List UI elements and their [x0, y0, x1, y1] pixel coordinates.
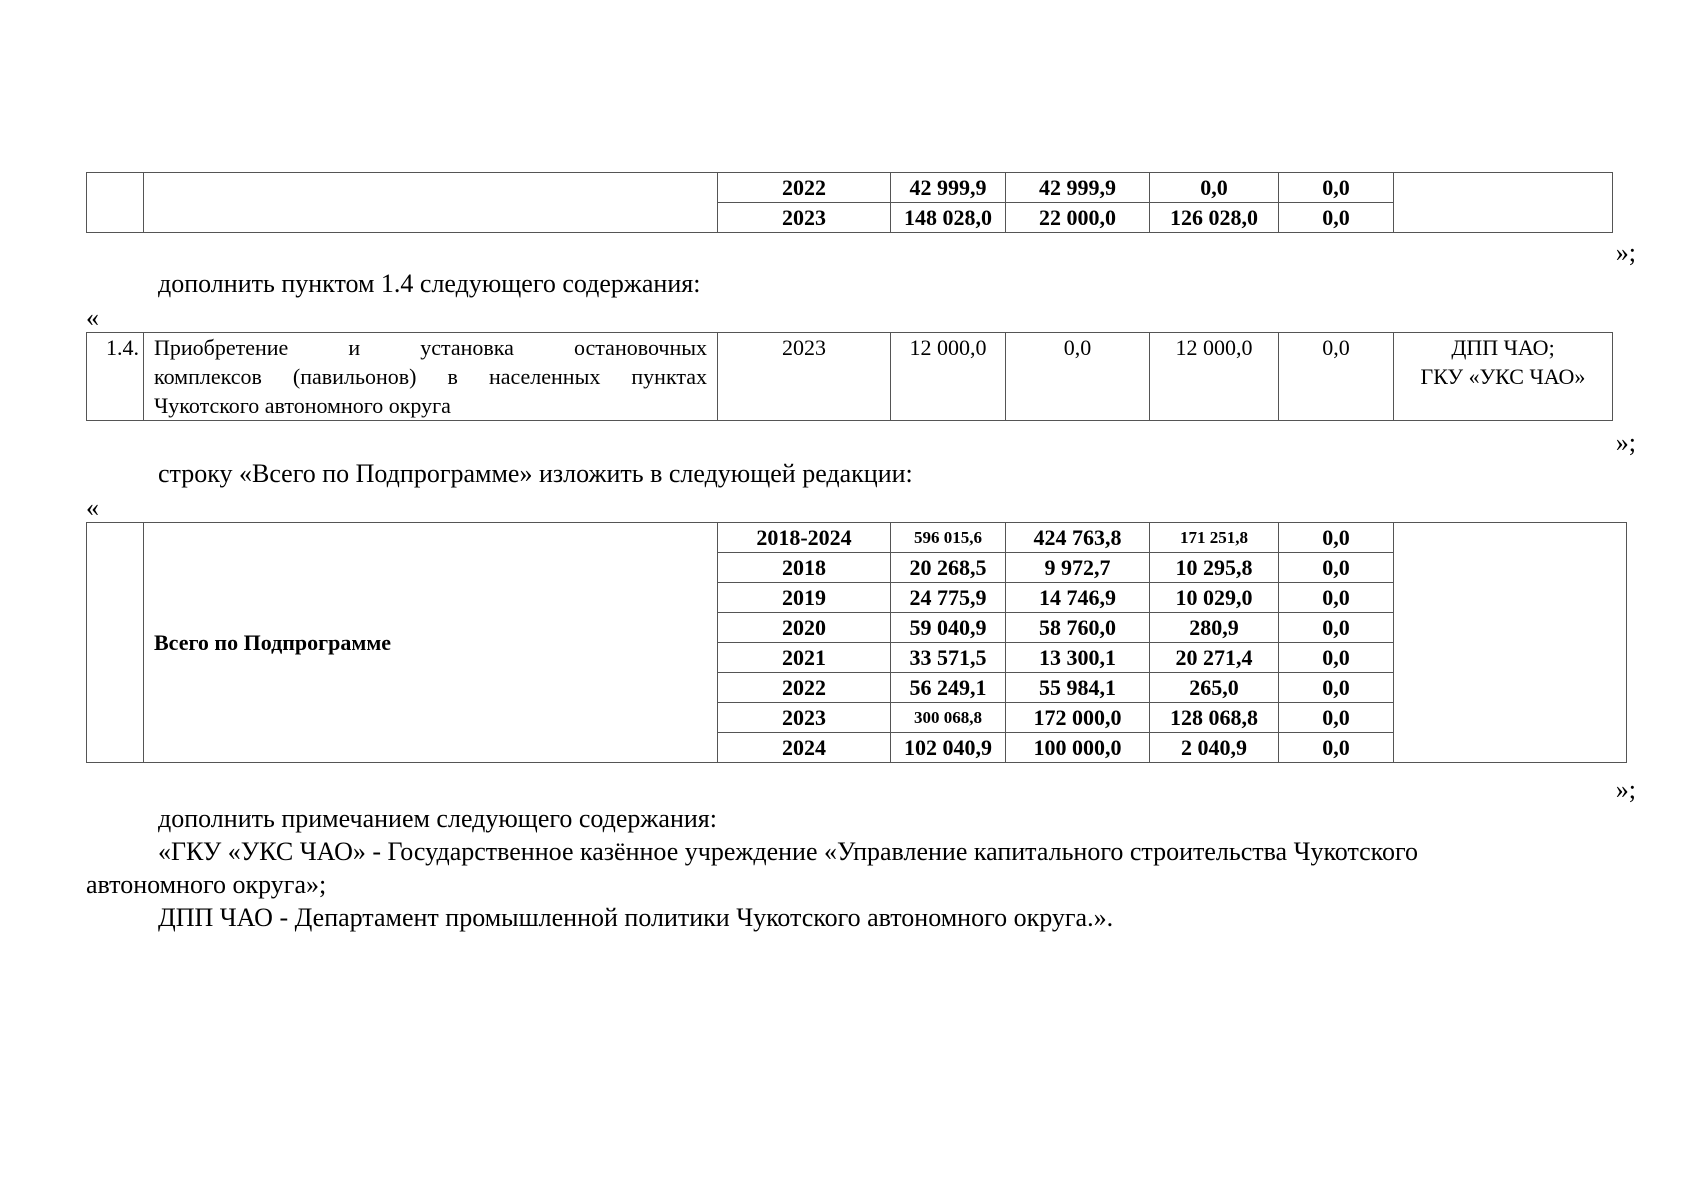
num-cell — [87, 523, 144, 763]
paragraph-note-1: «ГКУ «УКС ЧАО» - Государственное казённое учреждение «Управление капитального строительства Чукотского — [158, 837, 1419, 866]
year-cell: 2019 — [718, 583, 891, 613]
value-cell: 100 000,0 — [1006, 733, 1150, 763]
total-cell: 20 268,5 — [891, 553, 1006, 583]
paragraph-note-1-continued: автономного округа»; — [86, 870, 327, 899]
value-cell: 280,9 — [1150, 613, 1279, 643]
executor-cell — [1394, 333, 1613, 421]
year-cell: 2022 — [718, 673, 891, 703]
value-cell: 22 000,0 — [1006, 203, 1150, 233]
year-cell: 2022 — [718, 173, 891, 203]
total-cell: 24 775,9 — [891, 583, 1006, 613]
value-cell: 424 763,8 — [1006, 523, 1150, 553]
value-cell: 9 972,7 — [1006, 553, 1150, 583]
value-cell: 0,0 — [1279, 643, 1394, 673]
table-row — [87, 333, 1613, 421]
num-cell — [87, 173, 144, 233]
value-cell: 55 984,1 — [1006, 673, 1150, 703]
value-cell: 0,0 — [1279, 583, 1394, 613]
value-cell: 0,0 — [1279, 523, 1394, 553]
value-cell: 58 760,0 — [1006, 613, 1150, 643]
value-cell: 0,0 — [1279, 553, 1394, 583]
table-row — [87, 173, 1613, 203]
value-cell: 14 746,9 — [1006, 583, 1150, 613]
closing-quote: »; — [1615, 238, 1636, 267]
table-continuation — [86, 172, 1613, 233]
value-cell: 172 000,0 — [1006, 703, 1150, 733]
year-cell: 2020 — [718, 613, 891, 643]
paragraph-note-2: ДПП ЧАО - Департамент промышленной политики Чукотского автономного округа.». — [158, 903, 1114, 932]
item-name-line: Приобретение и установка остановочных — [154, 335, 707, 360]
opening-quote: « — [86, 493, 99, 522]
value-cell: 0,0 — [1279, 703, 1394, 733]
item-name-line: комплексов (павильонов) в населенных пунктах — [154, 364, 707, 389]
paragraph-add-item: дополнить пунктом 1.4 следующего содержания: — [158, 269, 701, 298]
closing-quote: »; — [1615, 775, 1636, 804]
executor-line: ГКУ «УКС ЧАО» — [1420, 364, 1586, 389]
closing-quote: »; — [1615, 428, 1636, 457]
total-cell: 59 040,9 — [891, 613, 1006, 643]
value-cell: 126 028,0 — [1150, 203, 1279, 233]
opening-quote: « — [86, 303, 99, 332]
value-cell: 0,0 — [1150, 173, 1279, 203]
paragraph-note-intro: дополнить примечанием следующего содержания: — [158, 804, 717, 833]
total-cell: 33 571,5 — [891, 643, 1006, 673]
total-cell: 300 068,8 — [891, 703, 1006, 733]
table-row — [87, 523, 1627, 553]
value-cell: 42 999,9 — [1006, 173, 1150, 203]
table-total — [86, 522, 1627, 763]
year-cell: 2024 — [718, 733, 891, 763]
paragraph-total-line: строку «Всего по Подпрограмме» изложить в следующей редакции: — [158, 459, 913, 488]
value-cell: 20 271,4 — [1150, 643, 1279, 673]
year-cell: 2023 — [718, 333, 891, 421]
item-name-line: Чукотского автономного округа — [154, 393, 451, 418]
value-cell: 2 040,9 — [1150, 733, 1279, 763]
executor-line: ДПП ЧАО; — [1451, 335, 1555, 360]
total-cell: 102 040,9 — [891, 733, 1006, 763]
executor-cell — [1394, 523, 1627, 763]
value-cell: 128 068,8 — [1150, 703, 1279, 733]
value-cell: 171 251,8 — [1150, 523, 1279, 553]
year-cell: 2021 — [718, 643, 891, 673]
value-cell: 0,0 — [1279, 613, 1394, 643]
value-cell: 0,0 — [1279, 333, 1394, 421]
item-number: 1.4. — [87, 333, 144, 421]
item-name — [144, 333, 718, 421]
value-cell: 0,0 — [1279, 733, 1394, 763]
value-cell: 0,0 — [1279, 203, 1394, 233]
value-cell: 10 295,8 — [1150, 553, 1279, 583]
value-cell: 0,0 — [1006, 333, 1150, 421]
value-cell: 265,0 — [1150, 673, 1279, 703]
value-cell: 12 000,0 — [1150, 333, 1279, 421]
total-label: Всего по Подпрограмме — [144, 523, 718, 763]
name-cell — [144, 173, 718, 233]
total-cell: 596 015,6 — [891, 523, 1006, 553]
value-cell: 13 300,1 — [1006, 643, 1150, 673]
total-cell: 148 028,0 — [891, 203, 1006, 233]
total-cell: 56 249,1 — [891, 673, 1006, 703]
year-cell: 2023 — [718, 203, 891, 233]
year-cell: 2023 — [718, 703, 891, 733]
table-item-1-4 — [86, 332, 1613, 421]
value-cell: 0,0 — [1279, 173, 1394, 203]
year-cell: 2018 — [718, 553, 891, 583]
total-cell: 12 000,0 — [891, 333, 1006, 421]
year-cell: 2018-2024 — [718, 523, 891, 553]
value-cell: 0,0 — [1279, 673, 1394, 703]
executor-cell — [1394, 173, 1613, 233]
total-cell: 42 999,9 — [891, 173, 1006, 203]
value-cell: 10 029,0 — [1150, 583, 1279, 613]
